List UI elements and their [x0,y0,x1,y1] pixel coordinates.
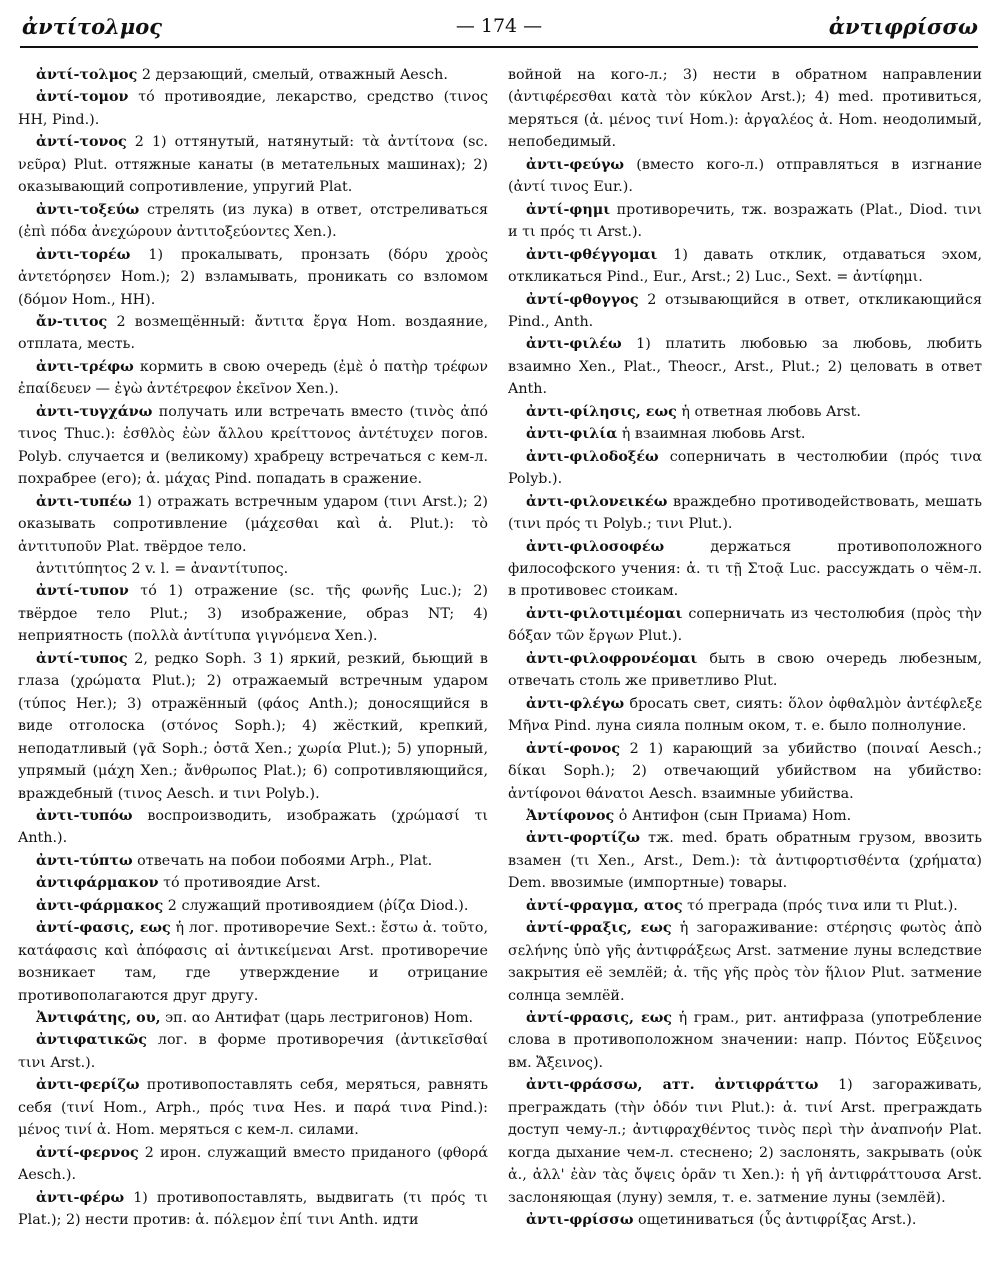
entry-definition: 1) давать отклик, отдаваться эхом, откликаться Pind., Eur., Arst.; 2) Luc., Sext. = ἀντίφημι. [508,246,982,286]
entry-definition: тж. med. брать обратным грузом, ввозить взамен (τι Xen., Arst., Dem.): τὰ ἀντιφορτισθέντα (χρήματα) Dem. ввозимые (импортные) товары. [508,830,982,892]
dictionary-entry [508,917,982,1007]
entry-definition: ὁ Антифон (сын Приама) Hom. [614,807,852,824]
dictionary-entry [508,244,982,289]
entry-headword: ἀντι-τυπόω [36,807,133,824]
entry-headword: ἀντι-φεύγω [526,156,624,173]
dictionary-entry [18,1142,488,1187]
entry-headword: ἀντί-φονος [526,740,621,757]
entry-definition: ощетиниваться (ὗς ἀντιφρίξας Arst.). [633,1212,917,1229]
entry-definition: соперничать в честолюбии (πρός τινα Polyb.). [508,448,982,488]
dictionary-entry [508,1209,982,1231]
entry-definition: получать или встречать вместо (τινὸς ἀπό τινος Thuc.): ἐσθλὸς ἐὼν ἄλλου κρείττονος ἀντέτυχεν погов. Polyb. случается и (великому) храбрецу встречаться с кем-л. похрабрее (его); ἀ. μάχας Pind. попадать в сражение. [18,403,488,488]
dictionary-entry [18,356,488,401]
dictionary-entry [508,491,982,536]
entry-headword: ἀντι-φιλέω [526,336,622,353]
dictionary-entry [508,333,982,400]
entry-headword: ἀντι-φιλοσοφέω [526,538,665,555]
entry-headword: ἀντι-τυγχάνω [36,403,153,420]
page-header [20,10,978,48]
page-number: — 174 — [455,15,543,37]
dictionary-entry [18,1007,488,1029]
entry-definition: 1) платить любовью за любовь, любить взаимно Xen., Plat., Theocr., Arst., Plut.; 2) целовать в ответ Anth. [508,336,982,398]
dictionary-entry [18,491,488,558]
entry-headword: ἀντί-φασις, εως [36,920,171,937]
entry-headword: ἄν-τιτος [36,313,108,330]
entry-definition: воспроизводить, изображать (χρώμασί τι Anth.). [18,807,488,847]
dictionary-entry [18,244,488,311]
entry-headword: ἀντί-τολμος [36,67,138,83]
dictionary-entry [508,603,982,648]
entry-headword: ἀντί-φραξις, εως [526,920,672,937]
dictionary-entry [18,64,488,86]
entry-headword: ἀντι-φερίζω [36,1077,140,1094]
entry-definition: 2 отзывающийся в ответ, откликающийся Pind., Anth. [508,291,982,330]
entry-headword: ἀντι-φέρω [36,1189,125,1206]
left-column [18,64,488,1254]
dictionary-entry [508,199,982,244]
entry-definition: соперничать из честолюбия (πρὸς τὴν δόξαν τῶν ἔργων Plut.). [508,605,982,645]
entry-headword: ἀντί-φημι [526,201,611,218]
entry-headword: ἀντί-τυπον [36,583,129,600]
entry-definition: войной на кого-л.; 3) нести в обратном направлении (ἀντιφέρεσθαι κατὰ τὸν κύκλον Arst.); 4) med. противиться, меряться (ἀ. μένος τινί Hom.): ἀργαλέος ἀ. Hom. неодолимый, непобедимый. [508,67,982,151]
entry-definition: τό противоядие, лекарство, средство (τινος HH, Pind.). [18,89,488,128]
dictionary-entry [508,648,982,693]
entry-headword: ἀντι-φιλοδοξέω [526,448,659,465]
entry-definition: 2 возмещённый: ἄντιτα ἔργα Hom. воздаяние, отплата, месть. [18,313,488,353]
entry-definition: 1) отражать встречным ударом (τινι Arst.); 2) оказывать сопротивление (μάχεσθαι καὶ ἀ. Plut.): τὸ ἀντιτυποῦν Plat. твёрдое тело. [18,493,488,555]
entry-headword: ἀντι-φιλοφρονέομαι [526,650,698,667]
entry-headword: ἀντι-φιλία [526,426,618,443]
dictionary-entry [18,1029,488,1074]
dictionary-entry [18,895,488,917]
entry-headword: ἀντί-φθογγος [526,291,639,308]
entry-definition: 1) прокалывать, пронзать (δόρυ χροὸς ἀντετόρησεν Hom.); 2) взламывать, проникать со взломом (δόμον Hom., HH). [18,246,488,308]
dictionary-entry [508,738,982,805]
dictionary-entry [508,446,982,491]
entry-definition: 2 1) оттянутый, натянутый: τὰ ἀντίτονα (sc. νεῦρα) Plut. оттяжные канаты (в метательных машинах); 2) оказывающий сопротивление, упругий Plat. [18,134,488,196]
dictionary-entry [18,648,488,805]
entry-headword: ἀντι-φορτίζω [526,830,640,847]
entry-definition: противопоставлять себя, меряться, равнять себя (τινί Hom., Arph., πρός τινα Hes. и παρά τινα Pind.): μένος τινί ἀ. Hom. меряться с кем-л. силами. [18,1077,488,1139]
entry-headword: ἀντι-τρέφω [36,358,134,375]
entry-definition: (вместо кого-л.) отправляться в изгнание (ἀντί τινος Eur.). [508,156,982,196]
entry-headword: ἀντι-φθέγγομαι [526,246,658,263]
dictionary-entry [18,131,488,198]
entry-headword: ἀντι-τορέω [36,246,131,263]
running-head-right: ἀντιφρίσσω [828,14,978,39]
entry-definition: τό противоядие Arst. [158,875,321,892]
entry-definition: стрелять (из лука) в ответ, отстреливаться (ἐπὶ πόδα ἀνεχώρουν ἀντιτοξεύοντες Xen.). [18,201,488,241]
entry-definition: лог. в форме противоречия (ἀντικεῖσθαί τινι Arst.). [18,1032,488,1071]
entry-headword: ἀντι-φράσσω, атт. ἀντιφράττω [526,1077,819,1094]
entry-headword: ἀντί-φρασις, εως [526,1010,673,1027]
entry-definition: противоречить, тж. возражать (Plat., Diod. τινι и τι πρός τι Arst.). [508,201,982,241]
dictionary-entry [18,917,488,1007]
entry-headword: ἀντί-τυπος [36,650,128,667]
entry-definition: τό 1) отражение (sc. τῆς φωνῆς Luc.); 2) твёрдое тело Plut.; 3) изображение, образ NT; 4) неприятность (πολλὰ ἀντίτυπα γιγνόμενα Xen.). [18,583,488,645]
dictionary-entry [508,895,982,917]
entry-headword: ἀντιφατικῶς [36,1032,147,1049]
entry-definition: кормить в свою очередь (ἐμὲ ὁ πατὴρ τρέφων ἐπαίδευεν — ἐγὼ ἀντέτρεφον ἐκεῖνον Xen.). [18,358,488,398]
dictionary-entry [18,86,488,131]
dictionary-entry [18,850,488,872]
dictionary-entry [508,64,982,154]
entry-definition: ἡ загораживание: στέρησις φωτὸς ἀπὸ σελήνης ὑπὸ γῆς ἀντιφράξεως Arst. затмение луны вследствие закрытия её землёй; ἀ. τῆς γῆς πρὸς τὸν ἥλιον Plut. затмение солнца землёй. [508,920,982,1004]
dictionary-entry [18,199,488,244]
entry-headword: ἀντι-τύπτω [36,852,133,869]
entry-definition: отвечать на побои побоями Arph., Plat. [132,852,433,869]
dictionary-entry [508,536,982,603]
dictionary-entry [508,1074,982,1209]
entry-definition: 2 служащий противоядием (ῥίζα Diod.). [163,897,469,914]
dictionary-entry [18,401,488,491]
dictionary-entry [508,805,982,827]
entry-definition: ἡ лог. противоречие Sext.: ἔστω ἀ. τοῦτο, κατάφασις καὶ ἀπόφασις αἱ ἀντικείμεναι Arst. противоречие возникает там, где утверждение и отрицание противополагаются друг другу. [18,920,488,1004]
entry-definition: враждебно противодействовать, мешать (τινι πρός τι Polyb.; τινι Plut.). [508,493,982,533]
entry-definition: ἀντιτύπητος 2 v. l. = ἀναντίτυπος. [36,560,289,577]
entry-definition: ἡ грам., рит. антифраза (употребление слова в противоположном значении: напр. Πόντος Εὔξεινος вм. Ἄξεινος). [508,1010,982,1071]
entry-definition: 2 дерзающий, смелый, отважный Aesch. [137,67,448,83]
entry-headword: ἀντι-φιλοτιμέομαι [526,605,683,622]
dictionary-entry [508,401,982,423]
entry-headword: ἀντι-τοξεύω [36,201,140,218]
entry-headword: Ἀντίφονος [526,807,615,824]
dictionary-entry [18,1187,488,1232]
dictionary-entry [18,580,488,647]
dictionary-entry [18,311,488,356]
dictionary-entry [508,827,982,894]
entry-definition: 1) противопоставлять, выдвигать (τι πρός τι Plat.); 2) нести против: ἀ. πόλεμον ἐπί τινι Anth. идти [18,1189,488,1229]
entry-definition: ἡ ответная любовь Arst. [676,403,861,420]
entry-definition: ἡ взаимная любовь Arst. [617,426,806,443]
dictionary-entry [508,423,982,445]
right-column [508,64,982,1254]
entry-headword: ἀντί-φραγμα, ατος [526,897,683,914]
dictionary-entry [18,872,488,894]
dictionary-entry [18,558,488,580]
entry-headword: ἀντι-τυπέω [36,493,132,510]
dictionary-entry [508,289,982,334]
entry-headword: ἀντί-τονος [36,134,127,151]
entry-headword: ἀντι-φρίσσω [526,1212,634,1229]
entry-headword: ἀντί-τομον [36,89,129,106]
entry-definition: 1) загораживать, преграждать (τὴν ὁδόν τινι Plut.): ἀ. τινί Arst. преграждать доступ чему-л.; ἀντιφραχθέντος τινὸς περὶ τὴν ἀναπνοήν Plat. когда дыхание чем-л. стеснено; 2) заслонять, закрывать (οὐκ ἀ., ἀλλ' ἐὰν τὰς ὄψεις ὁρᾶν τι Xen.): ἡ γῆ ἀντιφράττουσα Arst. заслоняющая (луну) земля, т. е. затмение луны (землёй). [508,1077,982,1206]
dictionary-entry [18,805,488,850]
dictionary-entry [508,693,982,738]
entry-headword: ἀντι-φιλονεικέω [526,493,668,510]
entry-headword: ἀντιφάρμακον [36,875,159,892]
dictionary-entry [18,1074,488,1141]
entry-definition: 2 1) карающий за убийство (ποιναί Aesch.; δίκαι Soph.); 2) отвечающий убийством на убийство: ἀντίφονοι θάνατοι Aesch. взаимные убийства. [508,740,982,802]
entry-headword: ἀντι-φάρμακος [36,897,164,914]
entry-definition: эп. αο Антифат (царь лестригонов) Hom. [160,1010,474,1027]
entry-definition: держаться противоположного философского учения: ἀ. τι τῇ Στοᾷ Luc. рассуждать о чём-л. в противовес стоикам. [508,538,982,600]
entry-headword: ἀντι-φλέγω [526,695,625,712]
entry-headword: ἀντι-φίλησις, εως [526,403,677,420]
entry-definition: 2, редко Soph. 3 1) яркий, резкий, бьющий в глаза (χρώματα Plut.); 2) отражаемый встречным ударом (τύπος Her.); 3) отражённый (φάος Anth.); доносящийся в виде отголоска (στόνος Soph.); 4) жёсткий, крепкий, неподатливый (γᾶ Soph.; ὀστᾶ Xen.; χωρία Plut.); 5) упорный, упрямый (μάχη Xen.; ἄνθρωπος Plat.); 6) сопротивляющийся, враждебный (τινος Aesch. и τινι Polyb.). [18,650,488,802]
entry-definition: бросать свет, сиять: ὅλον ὀφθαλμὸν ἀντέφλεξε Μῆνα Pind. луна сияла полным оком, т. е. было полнолуние. [508,695,982,735]
entry-definition: τό преграда (πρός τινα или τι Plut.). [682,897,958,914]
dictionary-entry [508,154,982,199]
running-head-left: ἀντίτολμος [22,14,163,39]
entry-definition: быть в свою очередь любезным, отвечать столь же приветливо Plut. [508,650,982,690]
entry-headword: Ἀντιφάτης, ου, [36,1010,161,1027]
dictionary-entry [508,1007,982,1074]
entry-headword: ἀντί-φερνος [36,1144,139,1161]
entry-definition: 2 ирон. служащий вместо приданого (φθορά Aesch.). [18,1144,488,1184]
